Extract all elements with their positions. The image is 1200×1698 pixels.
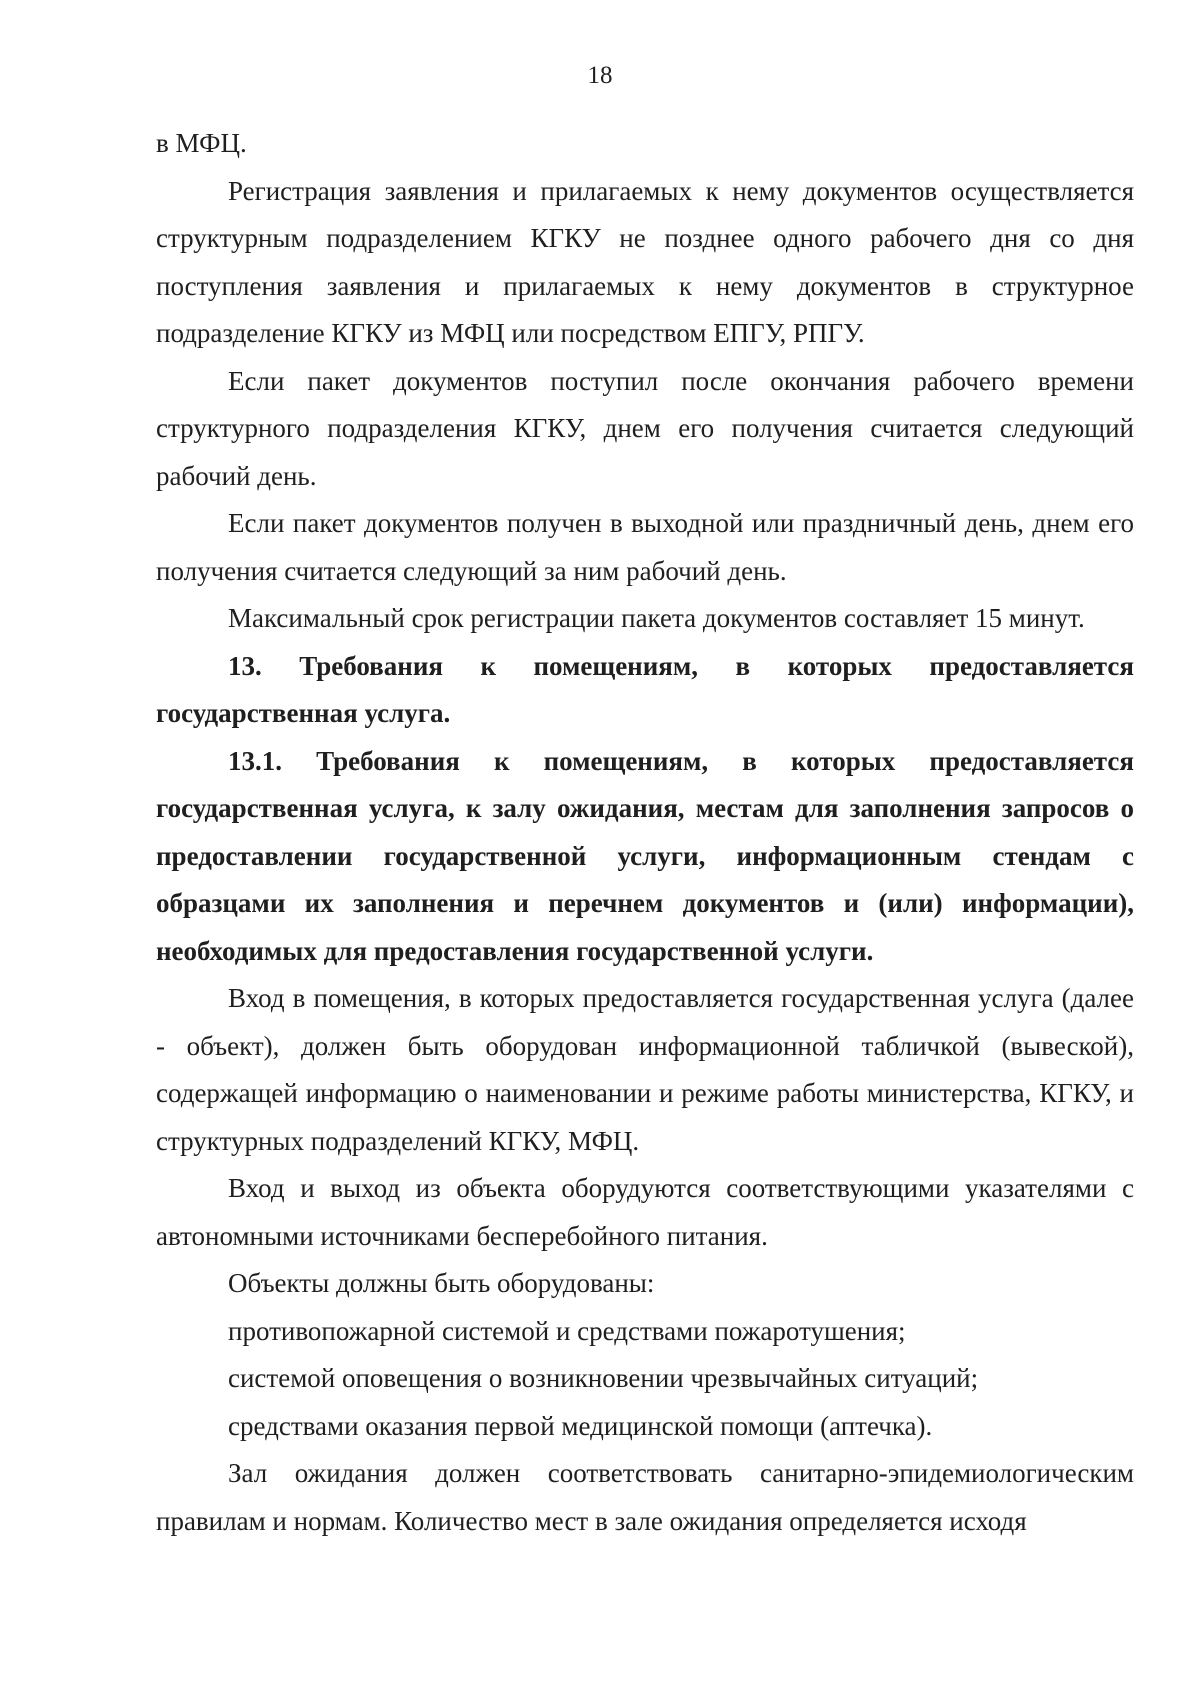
paragraph: Регистрация заявления и прилагаемых к нему документов осуществляется структурным подразделением КГКУ не позднее одного рабочего дня со дня поступления заявления и прилагаемых к нему документов в структурное подразделение КГКУ из МФЦ или посредством ЕПГУ, РПГУ. xyxy=(156,175,1134,348)
subsection-heading: 13.1. Требования к помещениям, в которых предоставляется государственная услуга, к залу ожидания, местам для заполнения запросов о предоставлении государственной услуги, информационным стендам с образцами их заполнения и перечнем документов и (или) информации), необходимых для предоставления государственной услуги. xyxy=(156,745,1134,966)
list-item: противопожарной системой и средствами пожаротушения; xyxy=(228,1315,906,1346)
paragraph: Зал ожидания должен соответствовать санитарно-эпидемиологическим правилам и нормам. Количество мест в зале ожидания определяется исходя xyxy=(156,1458,1134,1536)
paragraph: в МФЦ. xyxy=(156,128,247,158)
paragraph: Вход в помещения, в которых предоставляется государственная услуга (далее - объект), должен быть оборудован информационной табличкой (вывеской), содержащей информацию о наименовании и режиме работы министерства, КГКУ, и структурных подразделений КГКУ, МФЦ. xyxy=(156,983,1134,1156)
paragraph: Если пакет документов поступил после окончания рабочего времени структурного подразделения КГКУ, днем его получения считается следующий рабочий день. xyxy=(156,365,1134,491)
list-item: системой оповещения о возникновении чрезвычайных ситуаций; xyxy=(228,1363,979,1393)
document-body xyxy=(156,120,1134,1545)
paragraph: Объекты должны быть оборудованы: xyxy=(228,1268,655,1298)
list-item: средствами оказания первой медицинской помощи (аптечка). xyxy=(228,1410,933,1441)
paragraph: Максимальный срок регистрации пакета документов составляет 15 минут. xyxy=(228,603,1085,633)
paragraph: Если пакет документов получен в выходной или праздничный день, днем его получения считается следующий за ним рабочий день. xyxy=(156,508,1134,586)
paragraph: Вход и выход из объекта оборудуются соответствующими указателями с автономными источниками бесперебойного питания. xyxy=(156,1173,1134,1251)
section-heading: 13. Требования к помещениям, в которых предоставляется государственная услуга. xyxy=(156,650,1134,728)
page-number: 18 xyxy=(587,62,613,89)
